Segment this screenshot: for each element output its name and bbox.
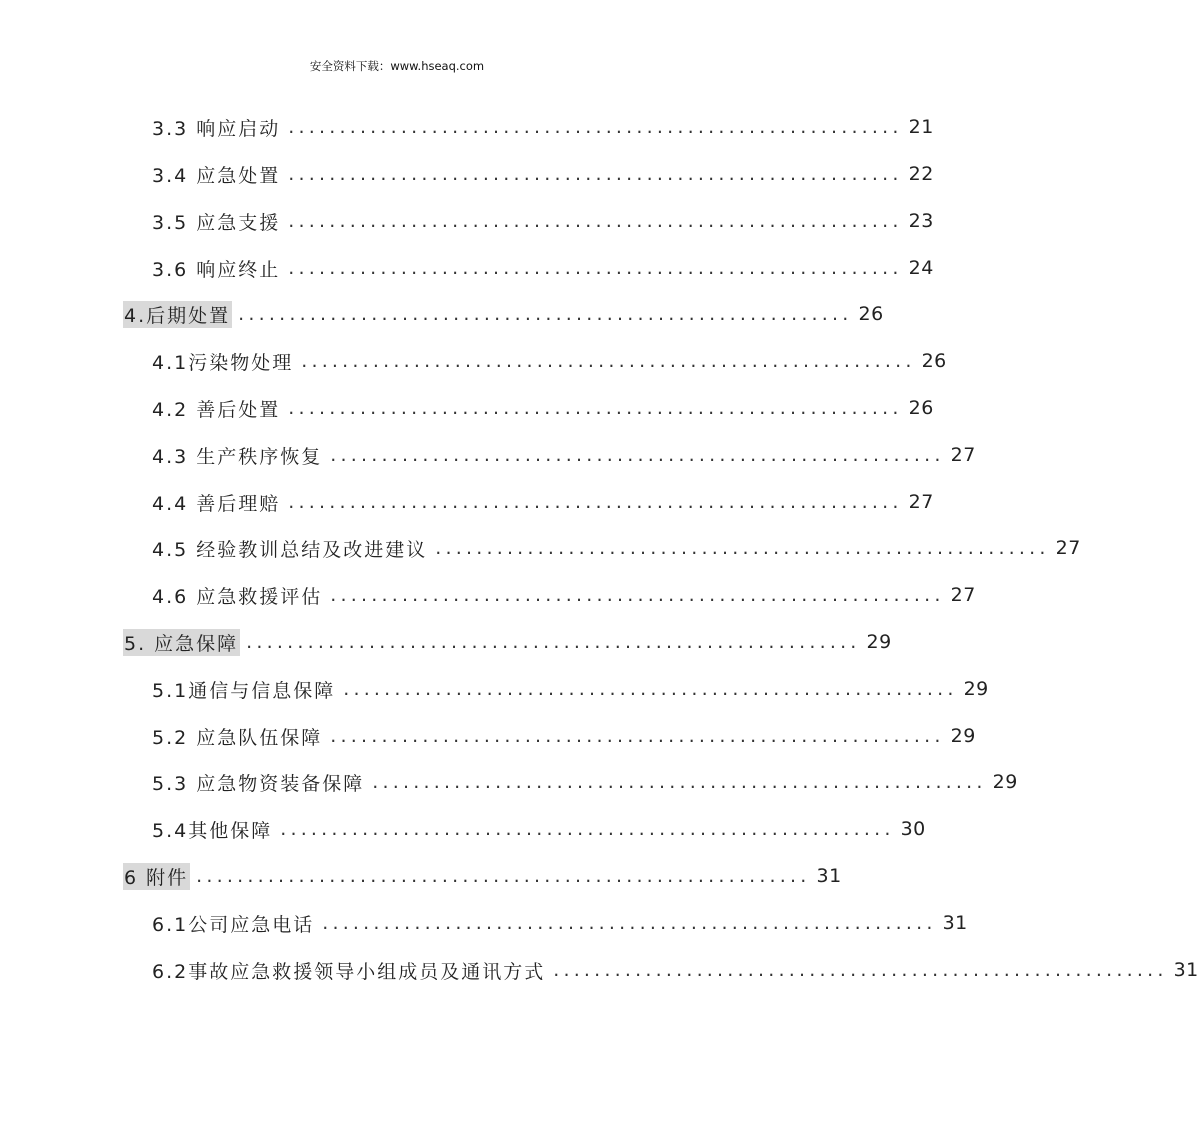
page-header: 安全资料下载：www.hseaq.com [309, 59, 485, 73]
toc-entry-title: 4.2 善后处置 [152, 398, 281, 421]
toc-leader: ............................................................ [288, 257, 903, 279]
toc-entry-title: 4.4 善后理赔 [152, 492, 281, 515]
toc-entry[interactable] [151, 393, 934, 423]
toc-entry-title: 3.4 应急处置 [152, 164, 281, 187]
toc-entry-title: 6 附件 [123, 863, 190, 890]
toc-leader: ............................................................ [301, 350, 916, 372]
toc-entry-title: 4.3 生产秩序恢复 [152, 445, 323, 468]
toc-entry-page: 26 [858, 303, 884, 325]
toc-leader: ............................................................ [238, 303, 853, 325]
toc-entry[interactable] [151, 487, 934, 517]
toc-entry[interactable] [151, 112, 934, 142]
toc-leader: ............................................................ [553, 959, 1168, 981]
toc-leader: ............................................................ [288, 163, 903, 185]
toc-leader: ............................................................ [196, 865, 811, 887]
toc-leader: ............................................................ [246, 631, 861, 653]
toc-entry[interactable] [151, 159, 934, 189]
toc-entry[interactable] [151, 955, 1199, 985]
toc-entry-title: 6.1公司应急电话 [152, 913, 315, 936]
toc-entry-page: 29 [992, 771, 1018, 793]
toc-entry-page: 22 [908, 163, 934, 185]
toc-entry-title: 4.6 应急救援评估 [152, 585, 323, 608]
toc-entry[interactable] [123, 627, 892, 657]
toc-entry-title: 5.2 应急队伍保障 [152, 726, 323, 749]
toc-entry-title: 3.6 响应终止 [152, 258, 281, 281]
toc-entry[interactable] [151, 346, 947, 376]
toc-entry-page: 26 [908, 397, 934, 419]
toc-leader: ............................................................ [288, 491, 903, 513]
toc-entry-page: 27 [950, 584, 976, 606]
toc-entry-title: 3.5 应急支援 [152, 211, 281, 234]
toc-entry-page: 21 [908, 116, 934, 138]
toc-entry[interactable] [151, 440, 976, 470]
toc-entry-page: 29 [866, 631, 892, 653]
toc-leader: ............................................................ [435, 537, 1050, 559]
toc-entry-title: 4.后期处置 [123, 301, 232, 328]
toc-leader: ............................................................ [288, 210, 903, 232]
toc-entry[interactable] [151, 908, 968, 938]
toc-leader: ............................................................ [280, 818, 895, 840]
toc-entry-title: 5. 应急保障 [123, 629, 240, 656]
toc-entry[interactable] [151, 253, 934, 283]
toc-leader: ............................................................ [288, 116, 903, 138]
toc-entry-title: 6.2事故应急救援领导小组成员及通讯方式 [152, 960, 546, 983]
toc-entry-page: 23 [908, 210, 934, 232]
toc-leader: ............................................................ [330, 584, 945, 606]
toc-entry-title: 3.3 响应启动 [152, 117, 281, 140]
toc-entry[interactable] [151, 767, 1018, 797]
toc-entry-page: 29 [950, 725, 976, 747]
toc-entry-page: 27 [908, 491, 934, 513]
toc-entry-title: 4.1污染物处理 [152, 351, 294, 374]
toc-entry[interactable] [151, 721, 976, 751]
toc-entry-page: 27 [950, 444, 976, 466]
toc-entry[interactable] [151, 580, 976, 610]
toc-entry[interactable] [151, 206, 934, 236]
toc-leader: ............................................................ [330, 725, 945, 747]
toc-entry[interactable] [123, 861, 842, 891]
toc-entry-page: 31 [942, 912, 968, 934]
toc-entry[interactable] [151, 814, 926, 844]
toc-entry[interactable] [151, 533, 1081, 563]
toc-entry-page: 31 [1173, 959, 1199, 981]
toc-leader: ............................................................ [288, 397, 903, 419]
toc-leader: ............................................................ [322, 912, 937, 934]
toc-leader: ............................................................ [330, 444, 945, 466]
toc-entry-page: 26 [921, 350, 947, 372]
toc-entry-title: 4.5 经验教训总结及改进建议 [152, 538, 428, 561]
toc-entry-title: 5.3 应急物资装备保障 [152, 772, 365, 795]
toc-entry-title: 5.4其他保障 [152, 819, 273, 842]
toc-entry-page: 29 [963, 678, 989, 700]
toc-entry-page: 31 [816, 865, 842, 887]
toc-leader: ............................................................ [372, 771, 987, 793]
toc-entry[interactable] [151, 674, 989, 704]
toc-entry-page: 24 [908, 257, 934, 279]
toc-leader: ............................................................ [343, 678, 958, 700]
toc-entry[interactable] [123, 299, 884, 329]
toc-entry-page: 30 [900, 818, 926, 840]
toc-entry-title: 5.1通信与信息保障 [152, 679, 336, 702]
toc-entry-page: 27 [1055, 537, 1081, 559]
